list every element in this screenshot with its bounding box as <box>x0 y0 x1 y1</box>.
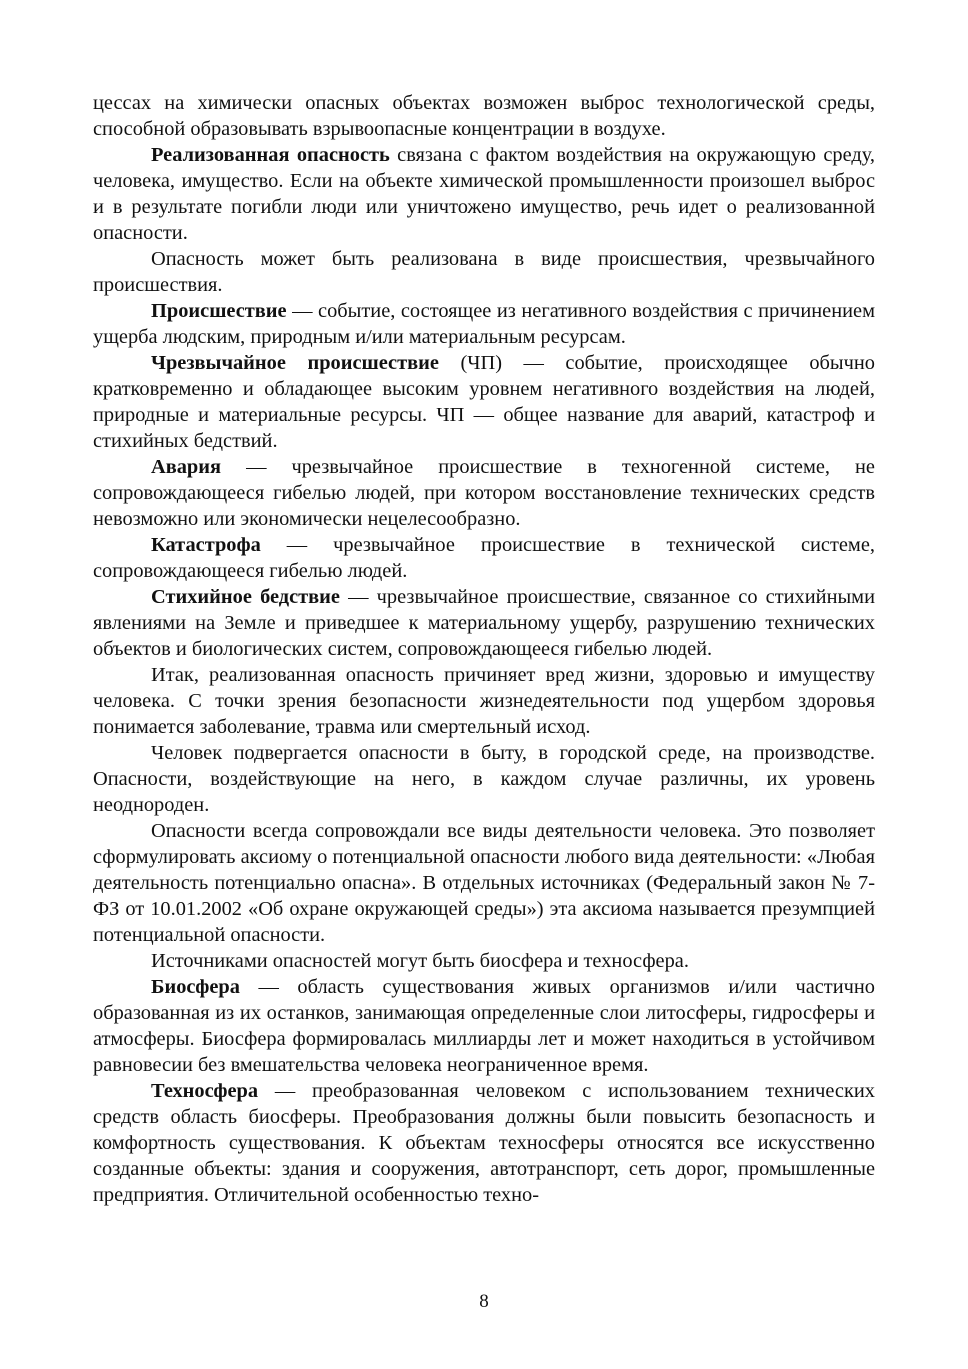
paragraph-axiom <box>93 818 875 948</box>
paragraph-text: Источниками опасностей могут быть биосфера и техносфера. <box>151 950 689 972</box>
paragraph-text: (ЧП) — событие, происходящее обычно кратковременно и обладающее высоким уровнем негативного воздействия на людей, природные и материальные ресурсы. ЧП — общее название для аварий, катастроф и стихийных бедствий. <box>93 352 875 452</box>
paragraph-danger-forms <box>93 246 875 298</box>
paragraph-technosphere <box>93 1078 875 1208</box>
paragraph-text: — преобразованная человеком с использованием технических средств область биосферы. Преобразования должны были повысить безопасность и комфортность существования. К объектам техносферы относятся все искусственно созданные объекты: здания и сооружения, автотранспорт, сеть дорог, промышленные предприятия. Отличительной особенностью техно- <box>93 1080 875 1206</box>
paragraph-text: связана с фактом воздействия на окружающую среду, человека, имущество. Если на объекте химической промышленности произошел выброс и в результате погибли люди или уничтожено имущество, речь идет о реализованной опасности. <box>93 144 875 244</box>
paragraph-biosphere <box>93 974 875 1078</box>
term-heading: Биосфера <box>151 976 240 998</box>
term-heading: Техносфера <box>151 1080 259 1102</box>
term-heading: Реализованная опасность <box>151 144 390 166</box>
page-body <box>93 90 875 1208</box>
paragraph-natural-disaster <box>93 584 875 662</box>
paragraph-text: Человек подвергается опасности в быту, в городской среде, на производстве. Опасности, воздействующие на него, в каждом случае различны, их уровень неоднороден. <box>93 742 875 816</box>
paragraph-text: — событие, состоящее из негативного воздействия с причинением ущерба людским, природным и/или материальным ресурсам. <box>93 300 875 348</box>
term-heading: Происшествие <box>151 300 287 322</box>
term-heading: Стихийное бедствие <box>151 586 340 608</box>
paragraph-exposure <box>93 740 875 818</box>
page-number: 8 <box>479 1291 489 1312</box>
paragraph-harm <box>93 662 875 740</box>
paragraph-text: — область существования живых организмов и/или частично образованная из их останков, занимающая определенные слои литосферы, гидросферы и атмосферы. Биосфера формировалась миллиарды лет и может находиться в устойчивом равновесии без вмешательства человека неограниченное время. <box>93 976 875 1076</box>
paragraph-text: — чрезвычайное происшествие в технической системе, сопровождающееся гибелью людей. <box>93 534 875 582</box>
paragraph-realized-danger <box>93 142 875 246</box>
paragraph-text: — чрезвычайное происшествие, связанное со стихийными явлениями на Земле и приведшее к материальному ущербу, разрушению технических объектов и биологических систем, сопровождающееся гибелью людей. <box>93 586 876 660</box>
paragraph-incident <box>93 298 875 350</box>
paragraph-catastrophe <box>93 532 875 584</box>
paragraph-continuation <box>93 90 875 142</box>
term-heading: Катастрофа <box>151 534 261 556</box>
paragraph-text: Опасность может быть реализована в виде происшествия, чрезвычайного происшествия. <box>93 248 875 296</box>
paragraph-accident <box>93 454 875 532</box>
paragraph-sources <box>93 948 875 974</box>
term-heading: Авария <box>151 456 222 478</box>
paragraph-text: цессах на химически опасных объектах возможен выброс технологической среды, способной образовывать взрывоопасные концентрации в воздухе. <box>93 92 875 140</box>
term-heading: Чрезвычайное происшествие <box>151 352 439 374</box>
paragraph-emergency <box>93 350 875 454</box>
paragraph-text: Опасности всегда сопровождали все виды деятельности человека. Это позволяет сформулировать аксиому о потенциальной опасности любого вида деятельности: «Любая деятельность потенциально опасна». В отдельных источниках (Федеральный закон № 7-ФЗ от 10.01.2002 «Об охране окружающей среды») эта аксиома называется презумпцией потенциальной опасности. <box>93 820 875 946</box>
paragraph-text: Итак, реализованная опасность причиняет вред жизни, здоровью и имуществу человека. С точки зрения безопасности жизнедеятельности под ущербом здоровья понимается заболевание, травма или смертельный исход. <box>93 664 875 738</box>
paragraph-text: — чрезвычайное происшествие в техногенной системе, не сопровождающееся гибелью людей, при котором восстановление технических средств невозможно или экономически нецелесообразно. <box>93 456 875 530</box>
